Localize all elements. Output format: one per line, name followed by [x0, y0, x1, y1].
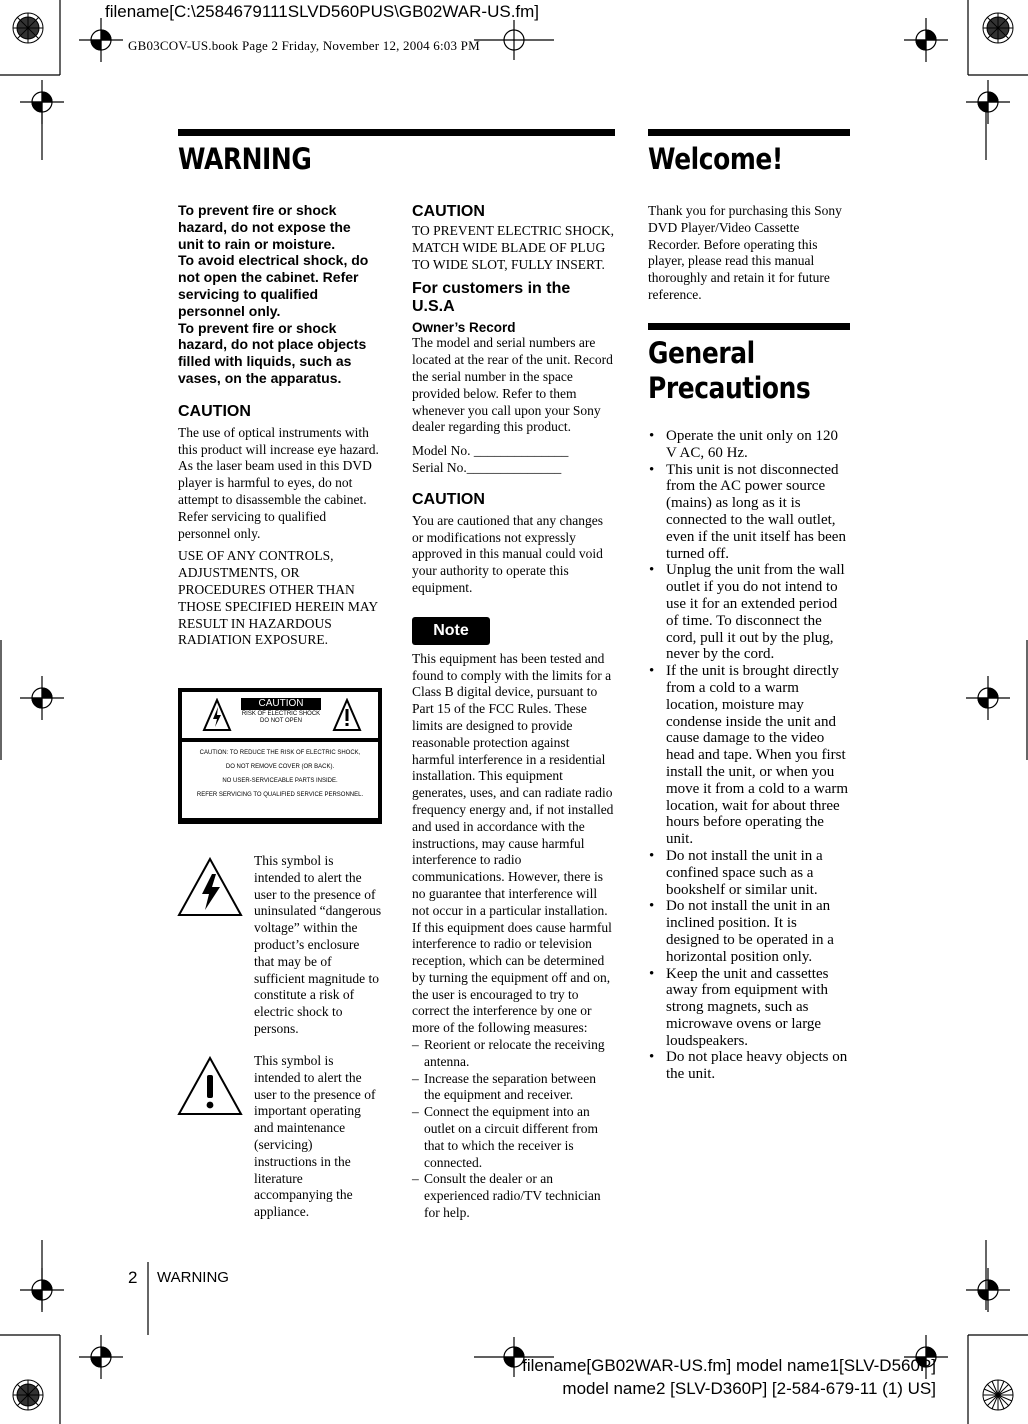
symbol-2-text: This symbol is intended to alert the user to the presence of important operating and maintenance (servicing) instructions in the literature accompanying the appliance.: [254, 1053, 376, 1220]
label-do-not-open: DO NOT OPEN: [260, 718, 302, 724]
precaution-item: • This unit is not disconnected from the AC power source (mains) as long as it is connected to the wall outlet, even if the unit itself has been turned off.: [649, 462, 851, 563]
precaution-item: • Do not install the unit in a confined space such as a bookshelf or similar unit.: [649, 848, 851, 898]
symbol-1-text: This symbol is intended to alert the user to the presence of uninsulated “dangerous voltage” within the product’s enclosure that may be of sufficient magnitude to constitute a risk of electric shock to persons.: [254, 853, 382, 1036]
exclamation-triangle-icon: [332, 698, 362, 732]
caution-label: [178, 688, 382, 824]
precaution-item: • Operate the unit only on 120 V AC, 60 Hz.: [649, 428, 851, 462]
warning-bold-2: To avoid electrical shock, do not open the cabinet. Refer servicing to qualified personnel only.: [178, 252, 369, 319]
welcome-rule: [648, 129, 850, 136]
measure-item: – Consult the dealer or an experienced radio/TV technician for help.: [412, 1171, 615, 1221]
label-caution-word: CAUTION: [241, 698, 321, 710]
page-number: 2: [128, 1268, 138, 1287]
note-text: This equipment has been tested and found to comply with the limits for a Class B digital device, pursuant to Part 15 of the FCC Rules. These limits are designed to provide reasonable protection against harmful interference in a residential installation. This equipment generates, uses, and can radiate radio frequency energy and, if not installed and used in accordance with the instructions, may cause harmful interference to radio communications. However, there is no guarantee that interference will not occur in a particular installation. If this equipment does cause harmful interference to radio or television reception, which can be determined by turning the equipment off and on, the user is encouraged to try to correct the interference by one or more of the following measures:: [412, 650, 614, 1036]
warning-left-column: [178, 202, 380, 649]
measure-item: – Increase the separation between the equipment and receiver.: [412, 1071, 615, 1105]
measure-item: – Connect the equipment into an outlet on a circuit different from that to which the receiver is connected.: [412, 1104, 615, 1171]
serial-no-field: Serial No.______________: [412, 459, 562, 475]
usa-title: For customers in the U.S.A: [412, 280, 571, 316]
caution-2-title: CAUTION: [412, 203, 485, 220]
exclamation-symbol-icon: [176, 1055, 244, 1117]
owners-record-text: The model and serial numbers are located at the rear of the unit. Record the serial number in the space provided below. Refer to them whenever you call upon your Sony dealer regarding this product.: [412, 335, 613, 435]
label-line-4: REFER SERVICING TO QUALIFIED SERVICE PERSONNEL.: [196, 792, 364, 798]
header-filename: filename[C:\2584679111SLVD560PUS\GB02WAR-US.fm]: [105, 2, 540, 21]
lightning-triangle-icon: [202, 698, 232, 732]
precautions-title-line-2: Precautions: [648, 371, 811, 405]
caution-2-text: TO PREVENT ELECTRIC SHOCK, MATCH WIDE BLADE OF PLUG TO WIDE SLOT, FULLY INSERT.: [412, 223, 615, 272]
label-risk: RISK OF ELECTRIC SHOCK: [241, 711, 321, 717]
measures-list: [412, 1037, 615, 1222]
header-book-line: GB03COV-US.book Page 2 Friday, November 12, 2004 6:03 PM: [128, 38, 480, 53]
label-line-3: NO USER-SERVICEABLE PARTS INSIDE.: [222, 778, 338, 784]
precaution-item: • If the unit is brought directly from a cold to a warm location, moisture may condense inside the unit and cause damage to the video head and tape. When you first install the unit, or when you move it from a cold to a warm location, wait for about three hours before operating the unit.: [649, 663, 851, 848]
precautions-list: [649, 428, 851, 1083]
precaution-item: • Unplug the unit from the wall outlet if you do not intend to use it for an extended period of time. To disconnect the cord, pull it out by the plug, never by the cord.: [649, 562, 851, 663]
welcome-text: Thank you for purchasing this Sony DVD Player/Video Cassette Recorder. Before operating this player, please read this manual thoroughly and retain it for future reference.: [648, 203, 842, 302]
caution-3-title: CAUTION: [412, 490, 485, 508]
label-line-1: CAUTION: TO REDUCE THE RISK OF ELECTRIC SHOCK,: [199, 750, 361, 756]
note-badge: Note: [412, 617, 490, 645]
warning-title: WARNING: [178, 142, 312, 176]
warning-rule: [178, 129, 615, 136]
caution-3-text: You are cautioned that any changes or modifications not expressly approved in this manual could void your authority to operate this equipment.: [412, 512, 603, 595]
warning-middle-column: [412, 203, 615, 1222]
precautions-title-line-1: General: [648, 336, 755, 370]
precaution-item: • Do not install the unit in an inclined position. It is designed to be operated in a horizontal position only.: [649, 898, 851, 965]
footer-section: WARNING: [157, 1269, 229, 1286]
lightning-symbol-icon: [176, 856, 244, 918]
precaution-item: • Do not place heavy objects on the unit.: [649, 1049, 851, 1083]
label-line-2: DO NOT REMOVE COVER (OR BACK).: [225, 764, 335, 770]
welcome-title: Welcome!: [648, 142, 783, 176]
caution-1-caps: USE OF ANY CONTROLS, ADJUSTMENTS, OR PROCEDURES OTHER THAN THOSE SPECIFIED HEREIN MAY RESULT IN HAZARDOUS RADIATION EXPOSURE.: [178, 548, 378, 648]
owners-record-title: Owner’s Record: [412, 320, 516, 336]
warning-bold-3: To prevent fire or shock hazard, do not place objects filled with liquids, such as vases, on the apparatus.: [178, 319, 367, 386]
precautions-rule: [648, 323, 850, 330]
caution-1-text-2: Refer servicing to qualified personnel only.: [178, 508, 327, 541]
warning-bold-1: To prevent fire or shock hazard, do not expose the unit to rain or moisture.: [178, 202, 351, 252]
footer-model-name-2: model name2 [SLV-D360P] [2-584-679-11 (1) US]: [562, 1379, 936, 1398]
model-no-field: Model No. ______________: [412, 443, 569, 459]
caution-1-text: The use of optical instruments with this product will increase eye hazard. As the laser beam used in this DVD player is harmful to eyes, do not attempt to disassemble the cabinet.: [178, 424, 379, 507]
caution-1-title: CAUTION: [178, 402, 251, 420]
measure-item: – Reorient or relocate the receiving antenna.: [412, 1037, 615, 1071]
footer-filename: filename[GB02WAR-US.fm] model name1[SLV-D560P]: [522, 1356, 936, 1375]
precaution-item: • Keep the unit and cassettes away from equipment with strong magnets, such as microwave ovens or large loudspeakers.: [649, 966, 851, 1050]
